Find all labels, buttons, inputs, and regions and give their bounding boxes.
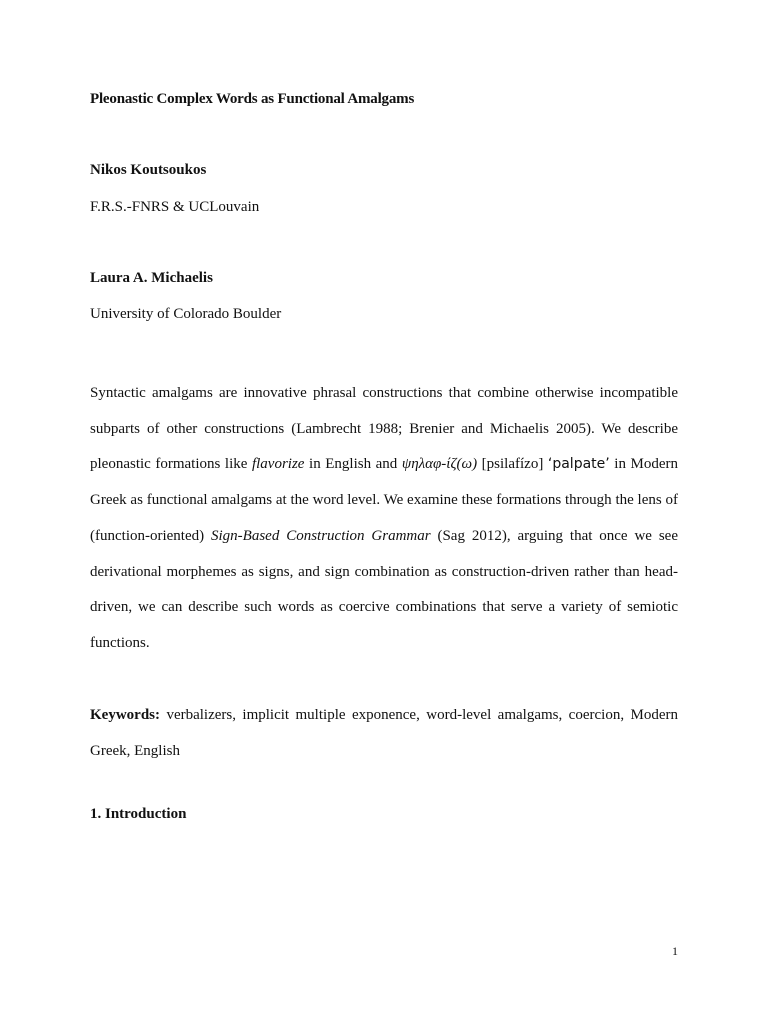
gloss: ‘palpate’	[547, 456, 610, 473]
author-affiliation: F.R.S.-FNRS & UCLouvain	[90, 199, 260, 215]
keywords	[90, 697, 678, 769]
abstract-text: in Modern Greek as functional amalgams at the word level. We examine these formations through the lens of (function-oriented)	[90, 456, 678, 544]
keywords-list: verbalizers, implicit multiple exponence, word-level amalgams, coercion, Modern Greek, English	[90, 707, 678, 759]
abstract-text: (Sag 2012), arguing that once we see derivational morphemes as signs, and sign combination as construction-driven rather than head-driven, we can describe such words as coercive combinations that serve a variety of semiotic functions.	[90, 527, 678, 651]
author-affiliation: University of Colorado Boulder	[90, 306, 282, 322]
author-name: Nikos Koutsoukos	[90, 162, 207, 178]
abstract-text: [psilafízo]	[477, 456, 548, 473]
keywords-label: Keywords:	[90, 707, 160, 723]
example-word: flavorize	[251, 456, 305, 473]
section-heading: 1. Introduction	[90, 806, 187, 822]
abstract	[90, 376, 678, 662]
author-name: Laura A. Michaelis	[90, 270, 213, 286]
abstract-text: in English and	[304, 456, 402, 473]
abstract-text: Syntactic amalgams are innovative phrasal constructions that combine otherwise incompatible subparts of other constructions (Lambrecht 1988; Brenier and Michaelis 2005). We describe pleonastic formations like	[90, 385, 678, 473]
abstract-paragraph	[90, 376, 678, 662]
greek-example-word: ψηλαφ-ίζ(ω)	[401, 456, 478, 473]
page-number: 1	[672, 944, 678, 958]
paper-title: Pleonastic Complex Words as Functional Amalgams	[90, 91, 415, 107]
framework-name: Sign-Based Construction Grammar	[211, 527, 431, 544]
